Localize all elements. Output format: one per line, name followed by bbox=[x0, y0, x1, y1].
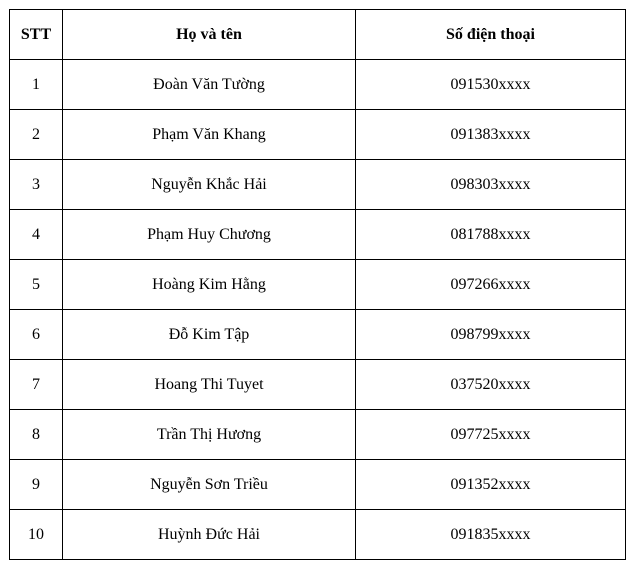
cell-full-name: Hoàng Kim Hằng bbox=[63, 260, 356, 310]
cell-full-name: Đỗ Kim Tập bbox=[63, 310, 356, 360]
cell-stt: 4 bbox=[10, 210, 63, 260]
cell-full-name: Huỳnh Đức Hải bbox=[63, 510, 356, 560]
cell-full-name: Hoang Thi Tuyet bbox=[63, 360, 356, 410]
cell-stt: 3 bbox=[10, 160, 63, 210]
table-row bbox=[10, 360, 626, 410]
table-row bbox=[10, 110, 626, 160]
table-row bbox=[10, 210, 626, 260]
cell-phone: 091383xxxx bbox=[356, 110, 626, 160]
cell-full-name: Nguyễn Khắc Hải bbox=[63, 160, 356, 210]
cell-stt: 8 bbox=[10, 410, 63, 460]
header-row bbox=[10, 10, 626, 60]
cell-phone: 091835xxxx bbox=[356, 510, 626, 560]
table-row bbox=[10, 460, 626, 510]
table-header bbox=[10, 10, 626, 60]
cell-phone: 037520xxxx bbox=[356, 360, 626, 410]
table-row bbox=[10, 60, 626, 110]
cell-phone: 091530xxxx bbox=[356, 60, 626, 110]
cell-full-name: Phạm Văn Khang bbox=[63, 110, 356, 160]
cell-stt: 2 bbox=[10, 110, 63, 160]
cell-stt: 5 bbox=[10, 260, 63, 310]
cell-phone: 081788xxxx bbox=[356, 210, 626, 260]
cell-phone: 098799xxxx bbox=[356, 310, 626, 360]
table-row bbox=[10, 310, 626, 360]
cell-full-name: Trần Thị Hương bbox=[63, 410, 356, 460]
header-full-name: Họ và tên bbox=[63, 10, 356, 60]
contact-table bbox=[9, 9, 626, 560]
cell-stt: 6 bbox=[10, 310, 63, 360]
cell-phone: 097725xxxx bbox=[356, 410, 626, 460]
header-phone: Số điện thoại bbox=[356, 10, 626, 60]
cell-full-name: Đoàn Văn Tường bbox=[63, 60, 356, 110]
cell-stt: 10 bbox=[10, 510, 63, 560]
cell-stt: 7 bbox=[10, 360, 63, 410]
cell-stt: 1 bbox=[10, 60, 63, 110]
table-row bbox=[10, 160, 626, 210]
cell-phone: 097266xxxx bbox=[356, 260, 626, 310]
cell-phone: 098303xxxx bbox=[356, 160, 626, 210]
cell-phone: 091352xxxx bbox=[356, 460, 626, 510]
table-body bbox=[10, 60, 626, 560]
table-row bbox=[10, 410, 626, 460]
cell-full-name: Nguyễn Sơn Triều bbox=[63, 460, 356, 510]
cell-full-name: Phạm Huy Chương bbox=[63, 210, 356, 260]
table-row bbox=[10, 510, 626, 560]
table-row bbox=[10, 260, 626, 310]
cell-stt: 9 bbox=[10, 460, 63, 510]
header-stt: STT bbox=[10, 10, 63, 60]
contact-table-container bbox=[9, 9, 626, 560]
